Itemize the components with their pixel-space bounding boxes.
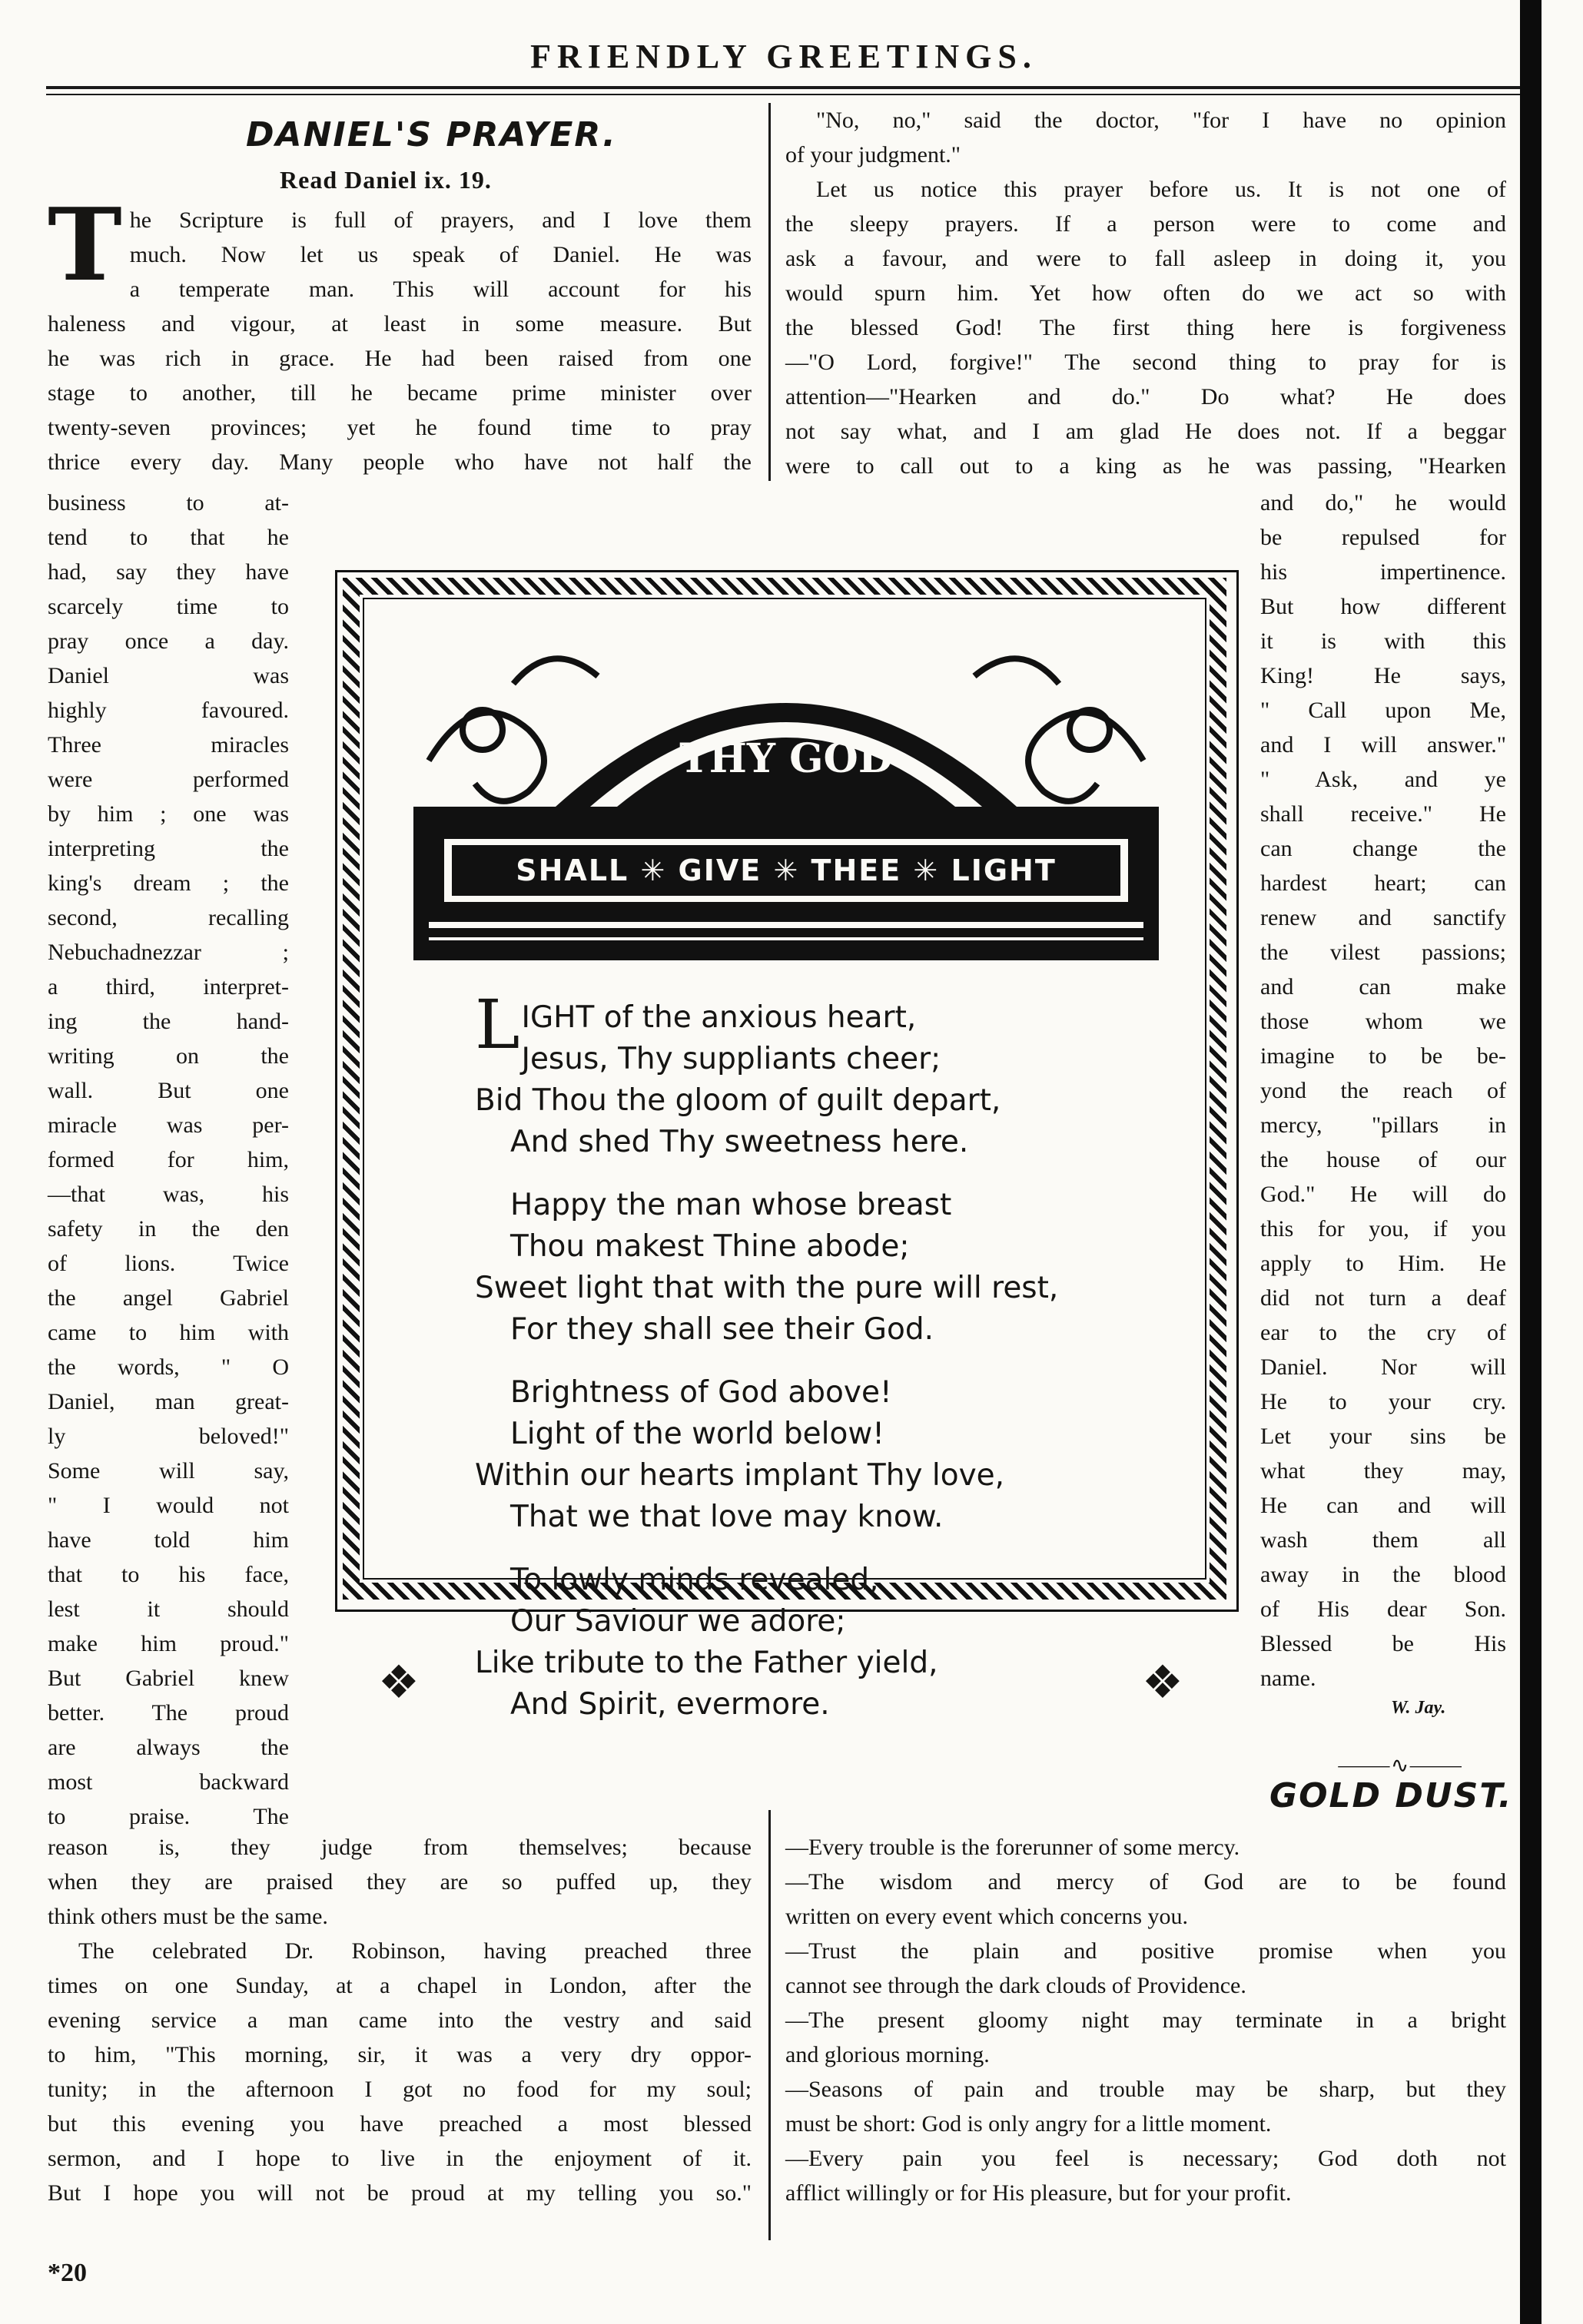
narrow-line: miracle was per- bbox=[48, 1112, 289, 1138]
narrow-line: most backward bbox=[48, 1769, 289, 1795]
narrow-line: " I would not bbox=[48, 1493, 289, 1518]
right-column-top bbox=[785, 103, 1506, 483]
narrow-line: shall receive." He bbox=[1260, 801, 1506, 827]
narrow-line: highly favoured. bbox=[48, 698, 289, 723]
closing-line: times on one Sunday, at a chapel in London, after the bbox=[48, 1973, 752, 1998]
narrow-line: mercy, "pillars in bbox=[1260, 1112, 1506, 1138]
closing-line: The celebrated Dr. Robinson, having preached three bbox=[78, 1938, 752, 1964]
hymn-line: Brightness of God above! bbox=[510, 1375, 892, 1410]
notice-line: the blessed God! The first thing here is forgiveness bbox=[785, 315, 1506, 340]
gold-dust-title: GOLD DUST. bbox=[1269, 1776, 1513, 1815]
opening-line: stage to another, till he became prime minister over bbox=[48, 380, 752, 406]
narrow-line: formed for him, bbox=[48, 1147, 289, 1172]
closing-line: evening service a man came into the vestry and said bbox=[48, 2007, 752, 2033]
narrow-line: king's dream ; the bbox=[48, 870, 289, 896]
narrow-line: the words, " O bbox=[48, 1354, 289, 1380]
narrow-line: " Ask, and ye bbox=[1260, 767, 1506, 792]
author-signature: W. Jay. bbox=[1391, 1698, 1446, 1718]
narrow-line: what they may, bbox=[1260, 1458, 1506, 1484]
hymn-stanza bbox=[475, 985, 1136, 1163]
narrow-line: name. bbox=[1260, 1666, 1316, 1691]
hymn-line: Sweet light that with the pure will rest, bbox=[475, 1271, 1059, 1305]
drop-cap-letter: T bbox=[48, 186, 122, 303]
column-divider-top bbox=[768, 103, 771, 481]
article-title: DANIEL'S PRAYER. bbox=[246, 115, 617, 154]
hymn-line: Within our hearts implant Thy love, bbox=[475, 1458, 1005, 1493]
narrow-line: better. The proud bbox=[48, 1700, 289, 1726]
narrow-line: his impertinence. bbox=[1260, 559, 1506, 585]
narrow-line: the vilest passions; bbox=[1260, 940, 1506, 965]
opening-line: much. Now let us speak of Daniel. He was bbox=[129, 242, 752, 267]
hymn-line: Our Saviour we adore; bbox=[510, 1604, 846, 1639]
hymn-drop-cap: L bbox=[475, 985, 520, 1064]
narrow-line: yond the reach of bbox=[1260, 1078, 1506, 1103]
reply-line: of your judgment." bbox=[785, 142, 961, 167]
hymn-line: And shed Thy sweetness here. bbox=[510, 1125, 969, 1159]
narrow-line: did not turn a deaf bbox=[1260, 1285, 1506, 1311]
gold-dust-line: —Seasons of pain and trouble may be sharp, but they bbox=[785, 2077, 1506, 2102]
narrow-line: He can and will bbox=[1260, 1493, 1506, 1518]
hymn-line: Bid Thou the gloom of guilt depart, bbox=[475, 1083, 1001, 1118]
gold-dust-item bbox=[785, 1830, 1506, 1865]
narrow-line: had, say they have bbox=[48, 559, 289, 585]
closing-line: but this evening you have preached a most blessed bbox=[48, 2111, 752, 2137]
gold-dust-line: written on every event which concerns you. bbox=[785, 1904, 1188, 1929]
narrow-line: Let your sins be bbox=[1260, 1424, 1506, 1449]
notice-line: would spurn him. Yet how often do we act so with bbox=[785, 280, 1506, 306]
banner-motto-text: SHALL ✳ GIVE ✳ THEE ✳ LIGHT bbox=[516, 854, 1057, 887]
narrow-line: God." He will do bbox=[1260, 1182, 1506, 1207]
narrow-line: King! He says, bbox=[1260, 663, 1506, 688]
hymn-line: Thou makest Thine abode; bbox=[510, 1229, 910, 1264]
closing-line: think others must be the same. bbox=[48, 1904, 328, 1929]
narrow-line: ear to the cry of bbox=[1260, 1320, 1506, 1345]
narrow-line: But how different bbox=[1260, 594, 1506, 619]
banner-top-text: THY GOD bbox=[679, 735, 893, 782]
narrow-line: Blessed be His bbox=[1260, 1631, 1506, 1656]
gold-dust-line: —Every pain you feel is necessary; God doth not bbox=[785, 2146, 1506, 2171]
narrow-line: and I will answer." bbox=[1260, 732, 1506, 758]
gold-dust-line: —The present gloomy night may terminate in a bright bbox=[785, 2007, 1506, 2033]
narrow-line: Nebuchadnezzar ; bbox=[48, 940, 289, 965]
hymn-line: For they shall see their God. bbox=[510, 1312, 934, 1347]
masthead-rule bbox=[46, 86, 1520, 89]
gold-dust-line: —Every trouble is the forerunner of some mercy. bbox=[785, 1835, 1240, 1860]
narrow-line: second, recalling bbox=[48, 905, 289, 930]
narrow-line: lest it should bbox=[48, 1596, 289, 1622]
opening-line: twenty-seven provinces; yet he found time to pray bbox=[48, 415, 752, 440]
closing-line: when they are praised they are so puffed up, they bbox=[48, 1869, 752, 1895]
gold-dust-line: afflict willingly or for His pleasure, but for your profit. bbox=[785, 2180, 1292, 2206]
daniel-opening-lines bbox=[48, 186, 752, 479]
narrow-line: and do," he would bbox=[1260, 490, 1506, 516]
narrow-line: can change the bbox=[1260, 836, 1506, 861]
opening-line: a temperate man. This will account for his bbox=[129, 277, 752, 302]
narrow-line: Daniel, man great- bbox=[48, 1389, 289, 1414]
narrow-line: of lions. Twice bbox=[48, 1251, 289, 1276]
page-edge-bar bbox=[1520, 0, 1542, 2324]
narrow-line: the house of our bbox=[1260, 1147, 1506, 1172]
narrow-line: interpreting the bbox=[48, 836, 289, 861]
narrow-line: a third, interpret- bbox=[48, 974, 289, 1000]
gold-dust-line: cannot see through the dark clouds of Providence. bbox=[785, 1973, 1246, 1998]
opening-line: thrice every day. Many people who have not half the bbox=[48, 449, 752, 475]
narrow-line: wall. But one bbox=[48, 1078, 289, 1103]
narrow-line: to praise. The bbox=[48, 1804, 289, 1829]
closing-line: sermon, and I hope to live in the enjoyment of it. bbox=[48, 2146, 752, 2171]
daniel-closing bbox=[48, 1830, 752, 2210]
narrow-line: pray once a day. bbox=[48, 628, 289, 654]
scripture-reference: Read Daniel ix. 19. bbox=[280, 166, 492, 194]
hymn-line: IGHT of the anxious heart, bbox=[521, 1000, 917, 1035]
gold-dust-item bbox=[785, 2003, 1506, 2072]
gold-dust-line: must be short: God is only angry for a little moment. bbox=[785, 2111, 1272, 2137]
narrow-line: business to at- bbox=[48, 490, 289, 516]
closing-line: to him, "This morning, sir, it was a very dry oppor- bbox=[48, 2042, 752, 2067]
narrow-line: " Call upon Me, bbox=[1260, 698, 1506, 723]
hymn-line: Happy the man whose breast bbox=[510, 1188, 952, 1222]
hymn-stanza bbox=[475, 1372, 1136, 1538]
narrow-line: were performed bbox=[48, 767, 289, 792]
narrow-line: tend to that he bbox=[48, 525, 289, 550]
narrow-line: the angel Gabriel bbox=[48, 1285, 289, 1311]
hymn-line: That we that love may know. bbox=[510, 1500, 944, 1534]
narrow-line: away in the blood bbox=[1260, 1562, 1506, 1587]
narrow-line: imagine to be be- bbox=[1260, 1043, 1506, 1069]
hymn-text bbox=[475, 985, 1136, 1747]
notice-line: the sleepy prayers. If a person were to come and bbox=[785, 211, 1506, 237]
opening-line: he Scripture is full of prayers, and I love them bbox=[129, 207, 752, 233]
right-narrow-column bbox=[1260, 486, 1506, 1696]
narrow-line: ing the hand- bbox=[48, 1009, 289, 1034]
narrow-line: Daniel. Nor will bbox=[1260, 1354, 1506, 1380]
narrow-line: writing on the bbox=[48, 1043, 289, 1069]
hymn-line: Light of the world below! bbox=[510, 1417, 884, 1451]
ornament-divider-icon: ⸻∿⸻ bbox=[1337, 1754, 1463, 1778]
hymn-stanza bbox=[475, 1185, 1136, 1351]
narrow-line: have told him bbox=[48, 1527, 289, 1553]
doctor-reply-paragraph bbox=[785, 103, 1506, 172]
column-divider-bottom bbox=[768, 1810, 771, 2240]
notice-line: not say what, and I am glad He does not. If a beggar bbox=[785, 419, 1506, 444]
daniel-opening bbox=[48, 186, 752, 479]
narrow-line: wash them all bbox=[1260, 1527, 1506, 1553]
daniel-paragraph-robinson bbox=[48, 1934, 752, 2210]
masthead: FRIENDLY GREETINGS. bbox=[530, 38, 1037, 75]
daniel-paragraph-reason bbox=[48, 1830, 752, 1934]
closing-line: But I hope you will not be proud at my telling you so." bbox=[48, 2180, 752, 2206]
gold-dust-line: —The wisdom and mercy of God are to be found bbox=[785, 1869, 1506, 1895]
notice-line: were to call out to a king as he was passing, "Hearken bbox=[785, 453, 1506, 479]
reply-line: "No, no," said the doctor, "for I have no opinion bbox=[816, 108, 1506, 133]
closing-line: tunity; in the afternoon I got no food for my soul; bbox=[48, 2077, 752, 2102]
gold-dust-line: —Trust the plain and positive promise when you bbox=[785, 1938, 1506, 1964]
narrow-line: ly beloved!" bbox=[48, 1424, 289, 1449]
narrow-line: Some will say, bbox=[48, 1458, 289, 1484]
notice-line: attention—"Hearken and do." Do what? He does bbox=[785, 384, 1506, 409]
notice-line: Let us notice this prayer before us. It is not one of bbox=[816, 177, 1506, 202]
closing-line: reason is, they judge from themselves; because bbox=[48, 1835, 752, 1860]
narrow-line: scarcely time to bbox=[48, 594, 289, 619]
narrow-line: that to his face, bbox=[48, 1562, 289, 1587]
masthead-rule-thin bbox=[46, 94, 1520, 95]
narrow-line: this for you, if you bbox=[1260, 1216, 1506, 1242]
gold-dust-item bbox=[785, 1934, 1506, 2003]
hymn-line: To lowly minds revealed, bbox=[510, 1563, 879, 1597]
hymn-stanza bbox=[475, 1560, 1136, 1726]
page-number: *20 bbox=[48, 2259, 87, 2287]
narrow-line: renew and sanctify bbox=[1260, 905, 1506, 930]
narrow-line: of His dear Son. bbox=[1260, 1596, 1506, 1622]
hymn-line: Jesus, Thy suppliants cheer; bbox=[521, 1042, 941, 1076]
opening-line: he was rich in grace. He had been raised from one bbox=[48, 346, 752, 371]
gold-dust-item bbox=[785, 2072, 1506, 2141]
narrow-line: safety in the den bbox=[48, 1216, 289, 1242]
narrow-line: But Gabriel knew bbox=[48, 1666, 289, 1691]
gold-dust-line: and glorious morning. bbox=[785, 2042, 990, 2067]
notice-line: ask a favour, and were to fall asleep in doing it, you bbox=[785, 246, 1506, 271]
hymn-line: Like tribute to the Father yield, bbox=[475, 1646, 938, 1680]
narrow-line: make him proud." bbox=[48, 1631, 289, 1656]
daniel-narrow-column bbox=[48, 486, 289, 1834]
corner-ornament-right-icon: ❖ bbox=[1142, 1657, 1183, 1708]
narrow-line: He to your cry. bbox=[1260, 1389, 1506, 1414]
narrow-line: hardest heart; can bbox=[1260, 870, 1506, 896]
narrow-line: Daniel was bbox=[48, 663, 289, 688]
hymn-line: And Spirit, evermore. bbox=[510, 1687, 830, 1722]
narrow-line: apply to Him. He bbox=[1260, 1251, 1506, 1276]
narrow-line: are always the bbox=[48, 1735, 289, 1760]
narrow-line: by him ; one was bbox=[48, 801, 289, 827]
narrow-line: and can make bbox=[1260, 974, 1506, 1000]
gold-dust-item bbox=[785, 2141, 1506, 2210]
notice-line: —"O Lord, forgive!" The second thing to pray for is bbox=[785, 350, 1506, 375]
narrow-line: it is with this bbox=[1260, 628, 1506, 654]
narrow-line: Three miracles bbox=[48, 732, 289, 758]
prayer-notice-paragraph bbox=[785, 172, 1506, 483]
narrow-line: those whom we bbox=[1260, 1009, 1506, 1034]
narrow-line: be repulsed for bbox=[1260, 525, 1506, 550]
opening-line: haleness and vigour, at least in some measure. But bbox=[48, 311, 752, 336]
gold-dust-list bbox=[785, 1830, 1506, 2210]
gold-dust-item bbox=[785, 1865, 1506, 1934]
corner-ornament-left-icon: ❖ bbox=[378, 1657, 420, 1708]
banner-ornament-icon bbox=[398, 615, 1174, 983]
narrow-line: came to him with bbox=[48, 1320, 289, 1345]
narrow-line: —that was, his bbox=[48, 1182, 289, 1207]
